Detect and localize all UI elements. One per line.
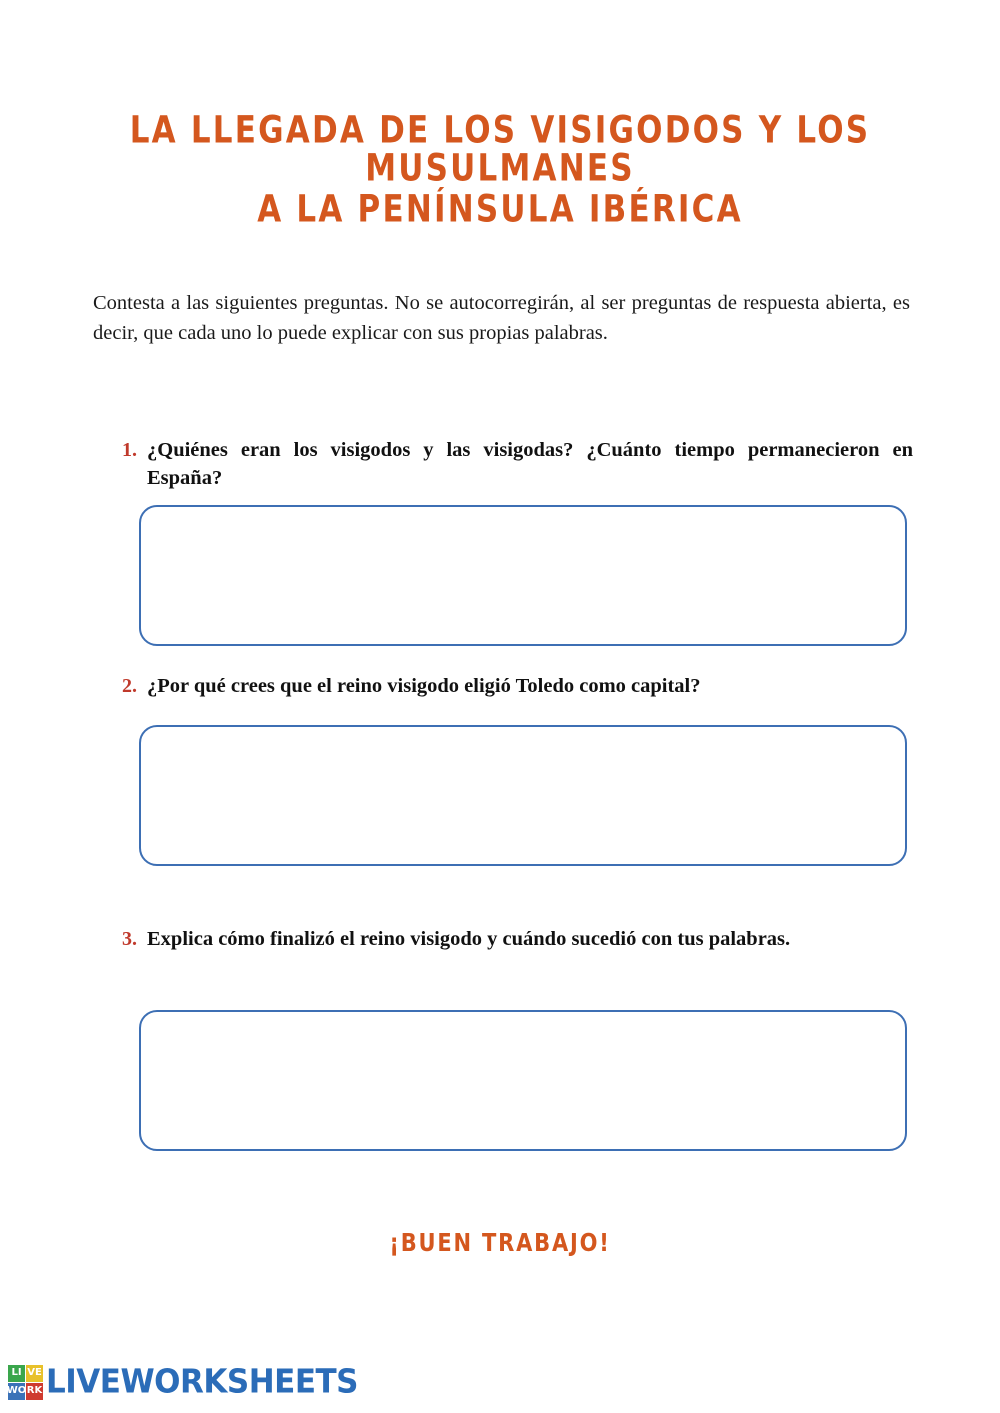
page-title-line-2: A LA PENÍNSULA IBÉRICA xyxy=(257,187,743,232)
question-2-text: ¿Por qué crees que el reino visigodo eligió Toledo como capital? xyxy=(147,675,701,697)
logo-tiles-icon xyxy=(8,1365,43,1400)
liveworksheets-logo xyxy=(8,1362,358,1402)
answer-box-2[interactable] xyxy=(139,725,907,866)
question-3-number: 3. xyxy=(122,928,137,950)
footer-encouragement-text: ¡BUEN TRABAJO! xyxy=(389,1228,611,1257)
answer-input-2[interactable] xyxy=(141,727,905,864)
answer-input-1[interactable] xyxy=(141,507,905,644)
logo-tile-4: RK xyxy=(26,1383,43,1400)
page-title xyxy=(0,108,1000,232)
page-title-line-1: LA LLEGADA DE LOS VISIGODOS Y LOS MUSULMANES xyxy=(129,108,871,191)
question-3-text: Explica cómo finalizó el reino visigodo y cuándo sucedió con tus palabras. xyxy=(147,928,791,950)
question-3 xyxy=(113,925,913,953)
question-2 xyxy=(113,672,913,700)
answer-box-3[interactable] xyxy=(139,1010,907,1151)
question-1-number: 1. xyxy=(122,439,137,461)
logo-tile-1: LI xyxy=(8,1365,25,1382)
logo-tile-2: VE xyxy=(26,1365,43,1382)
question-1 xyxy=(113,436,913,492)
answer-box-1[interactable] xyxy=(139,505,907,646)
instructions-text: Contesta a las siguientes preguntas. No se autocorregirán, al ser preguntas de respuesta abierta, es decir, que cada uno lo puede explicar con sus propias palabras. xyxy=(93,292,910,344)
question-1-text: ¿Quiénes eran los visigodos y las visigodas? ¿Cuánto tiempo permanecieron en España? xyxy=(147,439,913,489)
logo-wordmark: LIVEWORKSHEETS xyxy=(46,1363,358,1401)
logo-tile-3: WO xyxy=(8,1383,25,1400)
question-2-number: 2. xyxy=(122,675,137,697)
answer-input-3[interactable] xyxy=(141,1012,905,1149)
